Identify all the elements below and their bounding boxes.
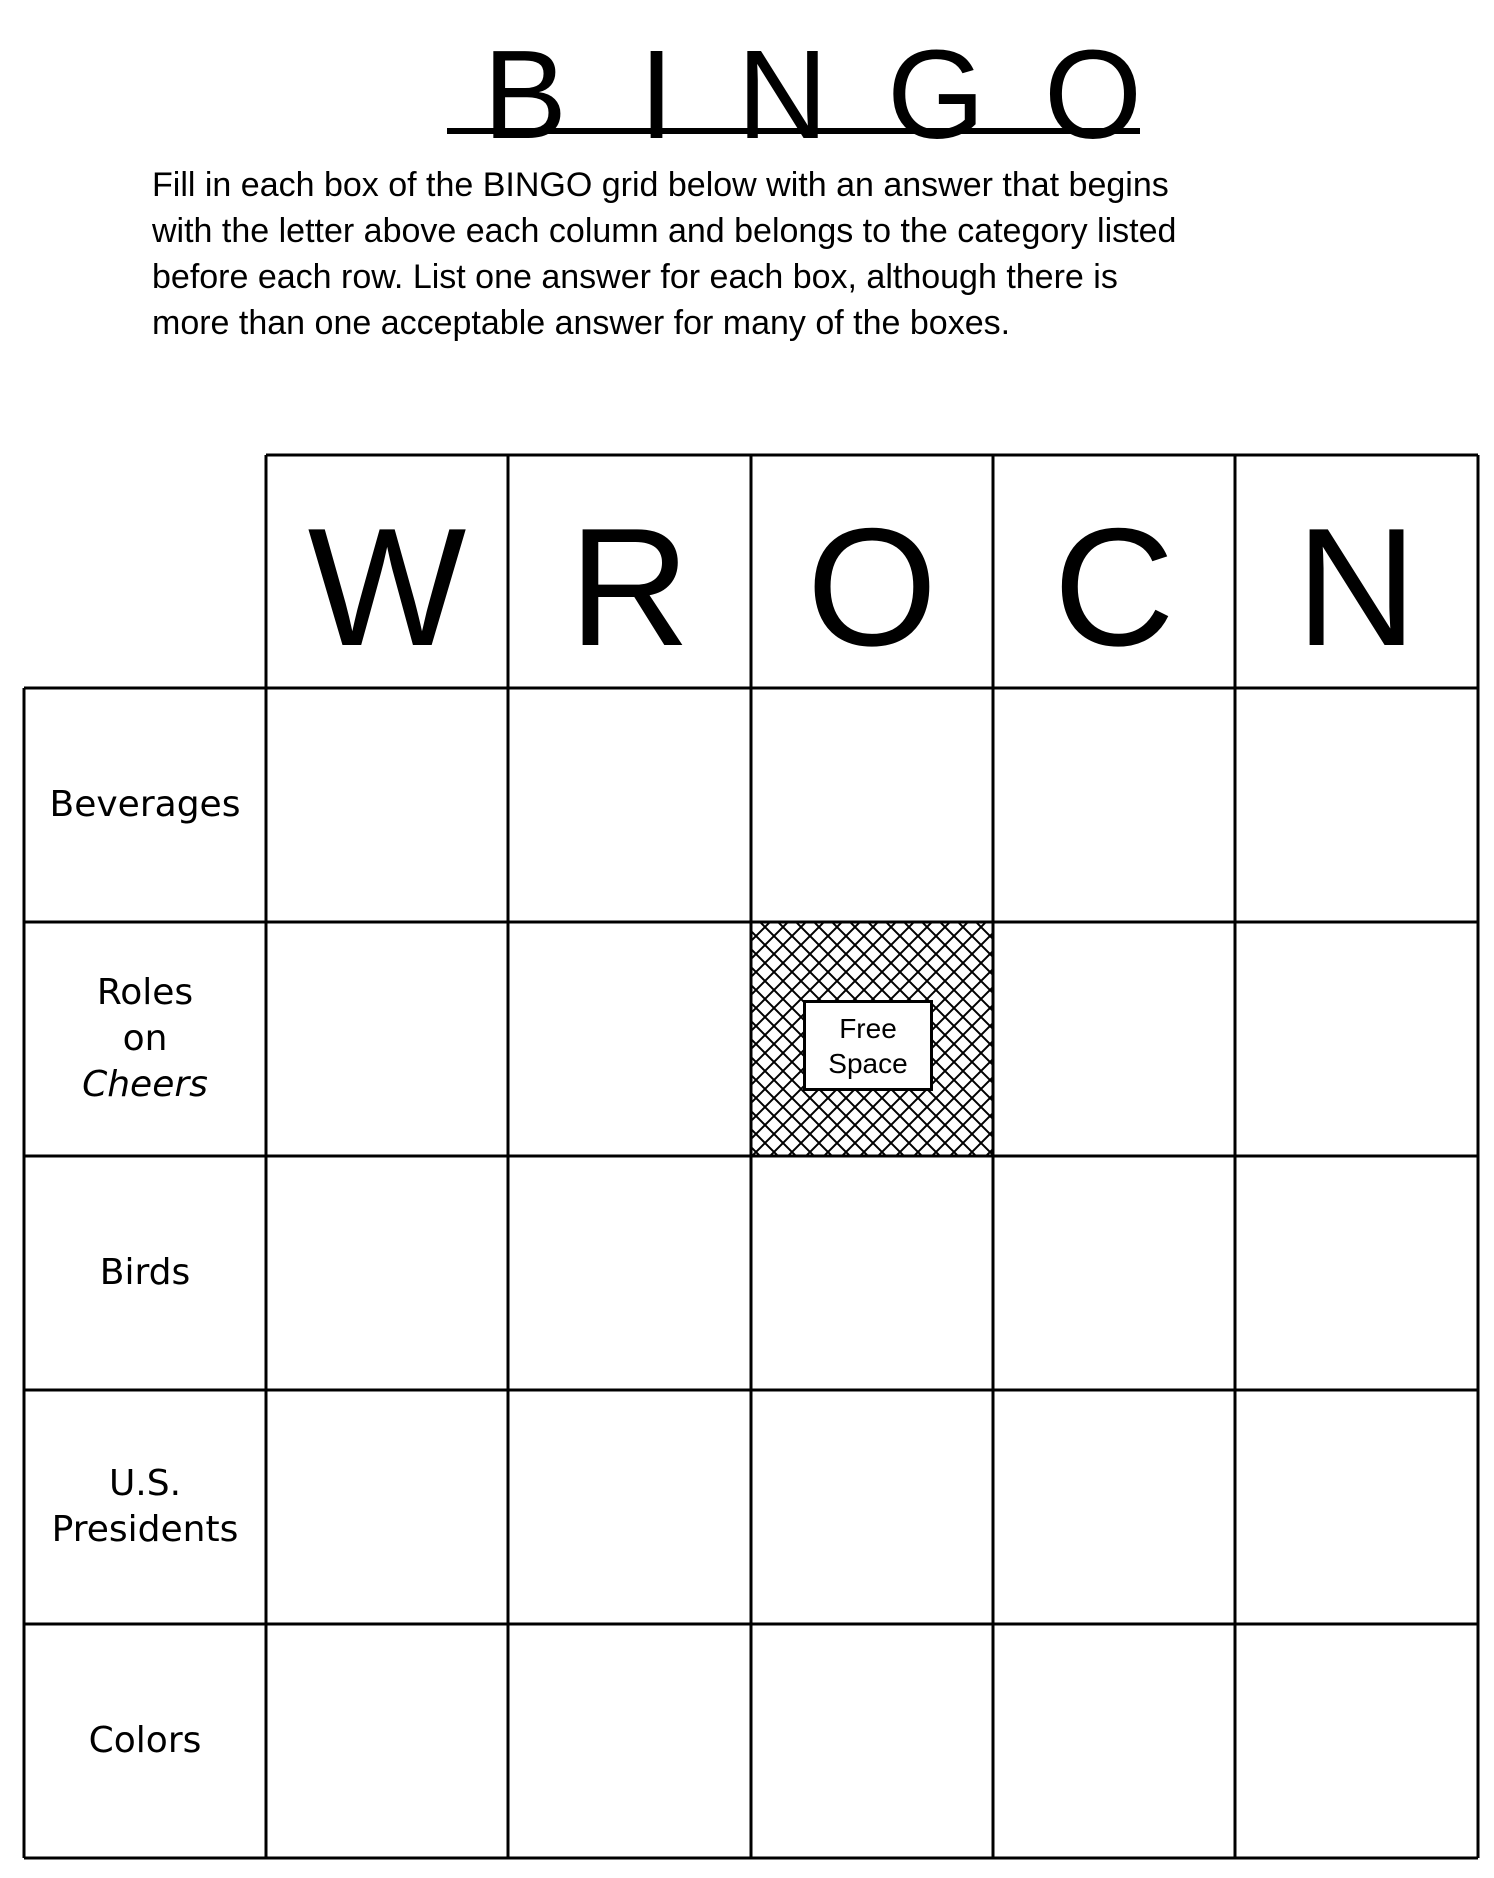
column-header-c: [993, 455, 1235, 688]
free-space-line-1: Free: [839, 1012, 897, 1044]
answer-box-roles-c[interactable]: [993, 922, 1235, 1156]
answer-box-colors-o[interactable]: [751, 1624, 993, 1858]
instructions-line-2: with the letter above each column and belongs to the category listed: [152, 212, 1177, 250]
category-us-presidents: [24, 1390, 266, 1624]
column-letter-n: N: [1295, 492, 1418, 681]
answer-box-presidents-c[interactable]: [993, 1390, 1235, 1624]
answer-box-colors-c[interactable]: [993, 1624, 1235, 1858]
category-label: Beverages: [49, 784, 241, 825]
answer-box-birds-r[interactable]: [508, 1156, 751, 1390]
answer-box-presidents-w[interactable]: [266, 1390, 508, 1624]
answer-box-roles-n[interactable]: [1235, 922, 1478, 1156]
free-space-label: [803, 1000, 933, 1091]
answer-box-birds-c[interactable]: [993, 1156, 1235, 1390]
answer-box-colors-w[interactable]: [266, 1624, 508, 1858]
category-colors: [24, 1624, 266, 1858]
column-header-w: [266, 455, 508, 688]
column-letter-c: C: [1053, 492, 1175, 681]
title-letter-o: O: [1044, 24, 1143, 165]
category-label-line-2: Presidents: [51, 1509, 239, 1550]
title-letter-g: G: [887, 24, 986, 165]
column-letter-w: W: [307, 492, 467, 681]
answer-box-colors-n[interactable]: [1235, 1624, 1478, 1858]
title-letter-n: N: [737, 24, 828, 165]
answer-box-roles-w[interactable]: [266, 922, 508, 1156]
column-letter-r: R: [568, 492, 691, 681]
answer-box-roles-r[interactable]: [508, 922, 751, 1156]
category-label-line-2: on: [122, 1018, 168, 1059]
answer-box-presidents-r[interactable]: [508, 1390, 751, 1624]
answer-box-presidents-n[interactable]: [1235, 1390, 1478, 1624]
category-label-line-1: U.S.: [108, 1463, 182, 1504]
title-letter-b: B: [483, 24, 568, 165]
free-space-cell: [751, 922, 993, 1156]
answer-box-colors-r[interactable]: [508, 1624, 751, 1858]
answer-box-birds-w[interactable]: [266, 1156, 508, 1390]
title-letter-i: I: [639, 24, 675, 165]
column-header-r: [508, 455, 751, 688]
category-roles-on-cheers: [24, 922, 266, 1156]
instructions-line-4: more than one acceptable answer for many of the boxes.: [152, 304, 1011, 342]
category-label-italic: Cheers: [82, 1064, 208, 1105]
column-header-o: [751, 455, 993, 688]
category-label: Colors: [88, 1720, 202, 1761]
free-space-line-2: Space: [828, 1047, 908, 1079]
category-birds: [24, 1156, 266, 1390]
answer-box-beverages-w[interactable]: [266, 688, 508, 922]
answer-box-beverages-n[interactable]: [1235, 688, 1478, 922]
category-label: Birds: [99, 1252, 191, 1293]
instructions-line-1: Fill in each box of the BINGO grid below with an answer that begins: [152, 166, 1169, 204]
answer-box-presidents-o[interactable]: [751, 1390, 993, 1624]
category-label-line-1: Roles: [96, 972, 194, 1013]
answer-box-birds-o[interactable]: [751, 1156, 993, 1390]
answer-box-beverages-r[interactable]: [508, 688, 751, 922]
answer-box-beverages-o[interactable]: [751, 688, 993, 922]
category-beverages: [24, 688, 266, 922]
column-header-n: [1235, 455, 1478, 688]
instructions-line-3: before each row. List one answer for each box, although there is: [152, 258, 1118, 296]
answer-box-birds-n[interactable]: [1235, 1156, 1478, 1390]
column-letter-o: O: [806, 492, 938, 681]
answer-box-beverages-c[interactable]: [993, 688, 1235, 922]
